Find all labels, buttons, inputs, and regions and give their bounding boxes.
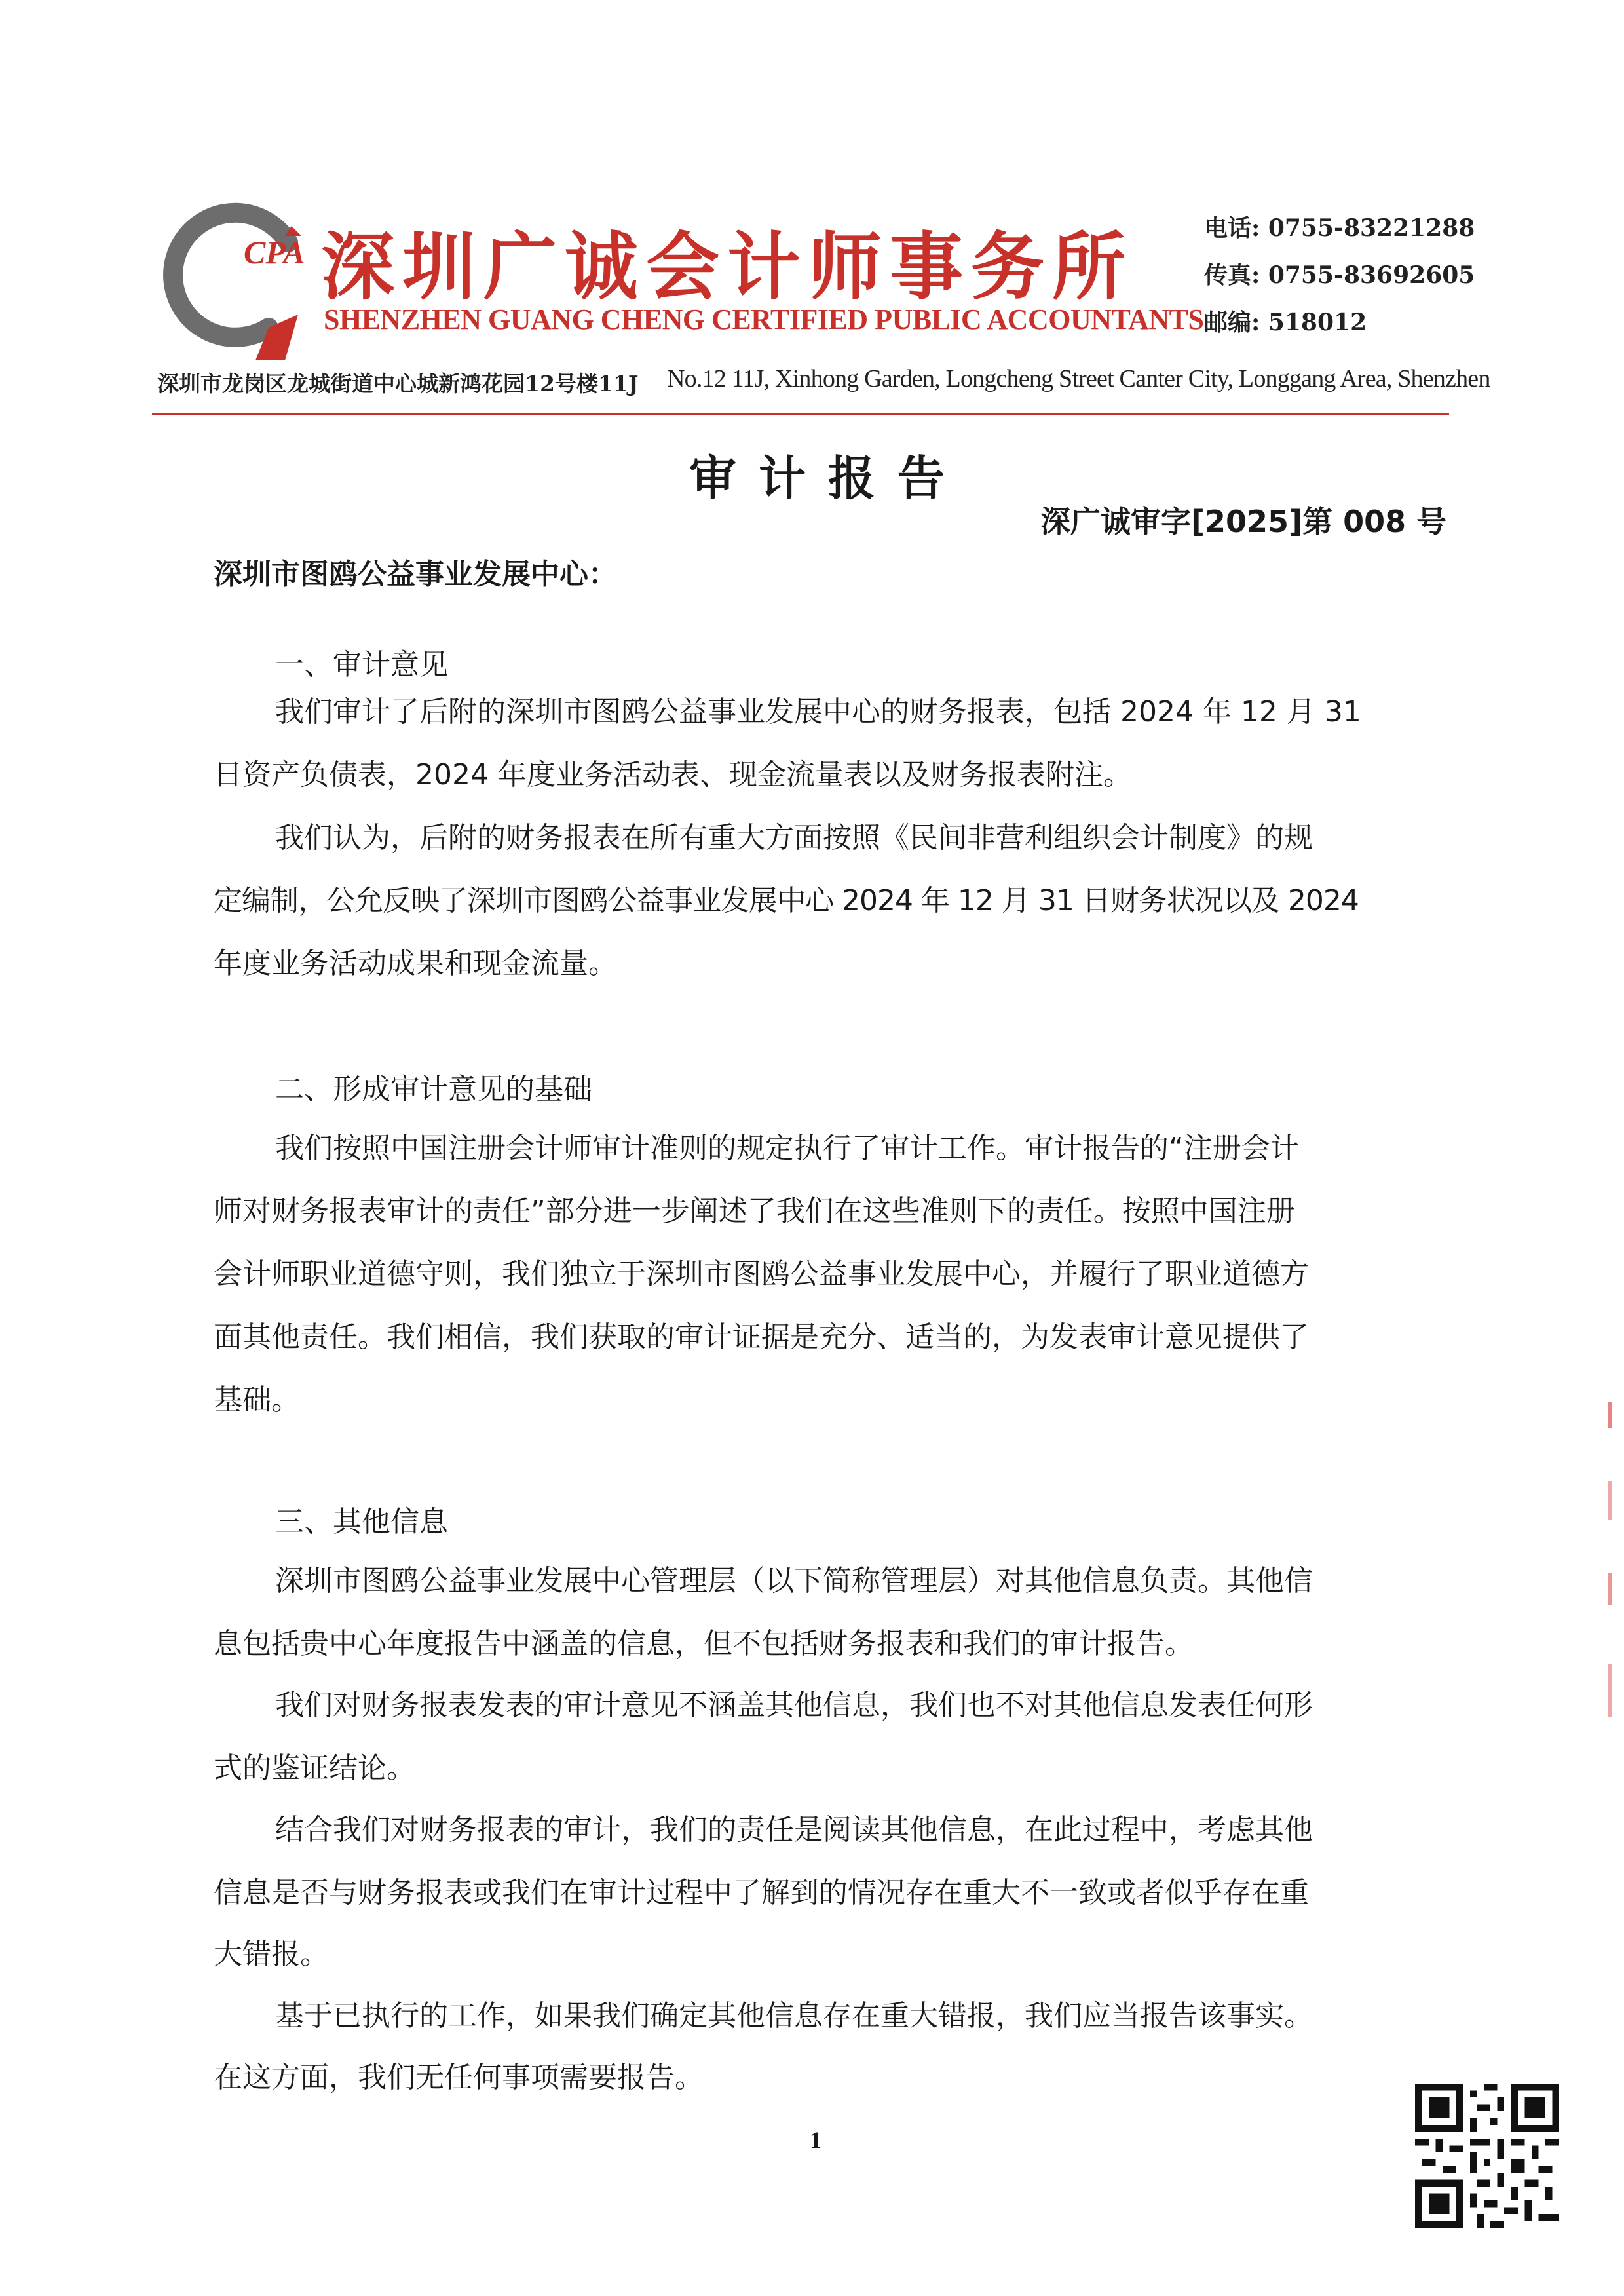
letterhead-divider bbox=[152, 413, 1449, 415]
qr-code-icon bbox=[1415, 2084, 1559, 2228]
paragraph-line: 式的鉴证结论。 bbox=[214, 1751, 415, 1785]
paragraph-line: 基于已执行的工作，如果我们确定其他信息存在重大错报，我们应当报告该事实。 bbox=[275, 1999, 1313, 2033]
section-1-heading: 一、审计意见 bbox=[275, 648, 448, 681]
paragraph-line: 息包括贵中心年度报告中涵盖的信息，但不包括财务报表和我们的审计报告。 bbox=[214, 1627, 1194, 1660]
paragraph-line: 面其他责任。我们相信，我们获取的审计证据是充分、适当的，为发表审计意见提供了 bbox=[214, 1320, 1309, 1354]
fax: 传真: 0755-83692605 bbox=[1204, 261, 1475, 289]
address-en: No.12 11J, Xinhong Garden, Longcheng Street Canter City, Longgang Area, Shenzhen bbox=[667, 365, 1490, 392]
address-cn: 深圳市龙岗区龙城街道中心城新鸿花园12号楼11J bbox=[157, 371, 639, 396]
logo-cpa-text: CPA bbox=[244, 234, 305, 271]
paragraph-line: 信息是否与财务报表或我们在审计过程中了解到的情况存在重大不一致或者似乎存在重 bbox=[214, 1876, 1309, 1909]
paragraph-line: 大错报。 bbox=[214, 1938, 329, 1971]
seal-edge-mark bbox=[1605, 1402, 1614, 1743]
firm-name-en: SHENZHEN GUANG CHENG CERTIFIED PUBLIC ACCOUNTANTS bbox=[324, 303, 1204, 335]
cpa-logo bbox=[157, 197, 321, 360]
paragraph-line: 深圳市图鸥公益事业发展中心管理层（以下简称管理层）对其他信息负责。其他信 bbox=[275, 1564, 1313, 1598]
paragraph-line: 年度业务活动成果和现金流量。 bbox=[214, 947, 617, 980]
paragraph-line: 我们对财务报表发表的审计意见不涵盖其他信息，我们也不对其他信息发表任何形 bbox=[275, 1689, 1313, 1722]
postcode: 邮编: 518012 bbox=[1204, 309, 1367, 336]
addressee: 深圳市图鸥公益事业发展中心： bbox=[214, 558, 617, 591]
section-2-heading: 二、形成审计意见的基础 bbox=[275, 1073, 592, 1106]
section-3-heading: 三、其他信息 bbox=[275, 1505, 448, 1539]
paragraph-line: 我们认为，后附的财务报表在所有重大方面按照《民间非营利组织会计制度》的规 bbox=[275, 821, 1313, 854]
page-number: 1 bbox=[810, 2127, 821, 2153]
paragraph-line: 师对财务报表审计的责任”部分进一步阐述了我们在这些准则下的责任。按照中国注册 bbox=[214, 1195, 1295, 1228]
phone: 电话: 0755-83221288 bbox=[1204, 214, 1475, 242]
report-title: 审计报告 bbox=[689, 451, 968, 506]
paragraph-line: 定编制，公允反映了深圳市图鸥公益事业发展中心 2024 年 12 月 31 日财务状况以及 2024 bbox=[214, 884, 1359, 917]
report-ref-number: 深广诚审字[2025]第 008 号 bbox=[1040, 504, 1447, 539]
paragraph-line: 在这方面，我们无任何事项需要报告。 bbox=[214, 2061, 704, 2094]
paragraph-line: 基础。 bbox=[214, 1383, 300, 1417]
paragraph-line: 日资产负债表，2024 年度业务活动表、现金流量表以及财务报表附注。 bbox=[214, 758, 1132, 792]
paragraph-line: 我们按照中国注册会计师审计准则的规定执行了审计工作。审计报告的“注册会计 bbox=[275, 1132, 1299, 1165]
paragraph-line: 会计师职业道德守则，我们独立于深圳市图鸥公益事业发展中心，并履行了职业道德方 bbox=[214, 1257, 1309, 1291]
paragraph-line: 结合我们对财务报表的审计，我们的责任是阅读其他信息，在此过程中，考虑其他 bbox=[275, 1813, 1313, 1846]
paragraph-line: 我们审计了后附的深圳市图鸥公益事业发展中心的财务报表，包括 2024 年 12 月 31 bbox=[275, 695, 1361, 729]
firm-name-cn: 深圳广诚会计师事务所 bbox=[321, 224, 1133, 310]
